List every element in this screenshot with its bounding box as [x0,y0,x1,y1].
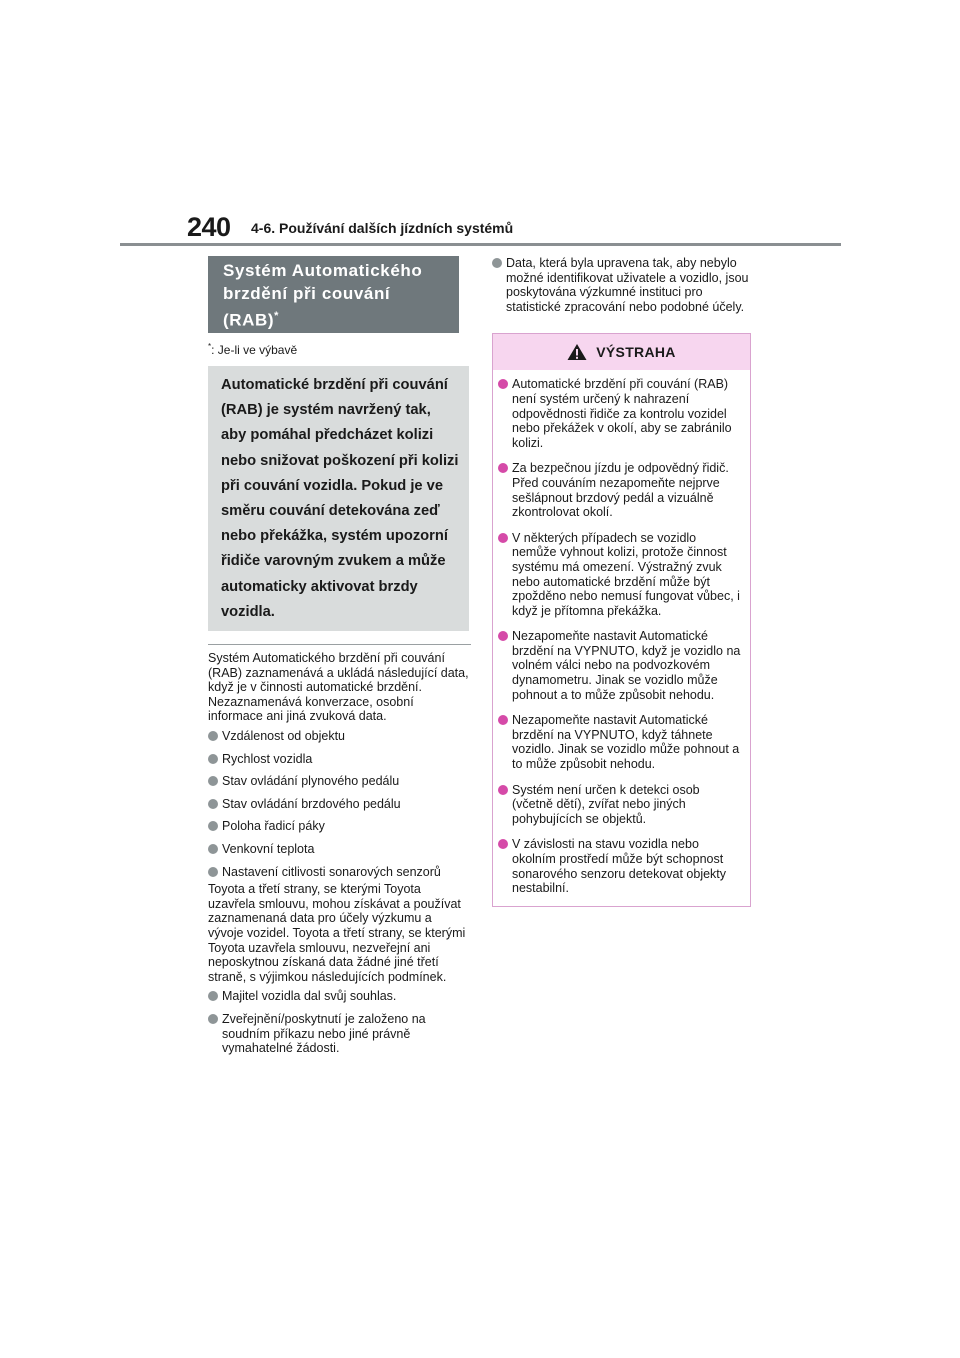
recorded-data-list [208,729,470,879]
bullet-dot-icon [498,379,508,389]
warning-header [493,334,750,370]
warning-list [493,377,750,895]
right-column [492,256,751,907]
footnote-mark: * [208,342,212,351]
bullet-dot-icon [208,991,218,1001]
data-usage-paragraph: Toyota a třetí strany, se kterými Toyota uzavřela smlouvu, mohou získávat a používat zaznamenaná data pro účely výzkumu a vývoje vozidel. Toyota a třetí strany, se kterými Toyota uzavřela smlouvu, nezveřejní ani neposkytnou získaná data žádné jiné třetí straně, s výjimkou následujících podmínek. [208,882,466,984]
list-item-text: Stav ovládání brzdového pedálu [222,796,401,811]
warning-item [498,713,742,771]
bullet-dot-icon [208,867,218,877]
list-item [208,842,470,857]
footnote-text: : Je-li ve výbavě [211,343,298,357]
list-item-text: Data, která byla upravena tak, aby nebylo možné identifikovat uživatele a vozidlo, jsou poskytována výzkumné instituci pro statistické zpracování nebo podobné účely. [506,256,749,314]
list-item [492,256,751,314]
bullet-dot-icon [208,821,218,831]
bullet-dot-icon [208,1014,218,1024]
bullet-dot-icon [498,631,508,641]
bullet-dot-icon [498,839,508,849]
list-item-text: Rychlost vozidla [222,751,313,766]
warning-item-text: Automatické brzdění při couvání (RAB) není systém určený k nahrazení odpovědnosti řidiče za kontrolu vozidel nebo překážek v okolí, aby se zabránilo kolizi. [512,377,732,450]
list-item [208,797,470,812]
intro-box: Automatické brzdění při couvání (RAB) je systém navržený tak, aby pomáhal předcházet kolizi nebo snižovat poškození při kolizi při couvání vozidla. Pokud je ve směru couvání detekována zeď nebo překážka, systém upozorní řidiče varovným zvukem a může automaticky aktivovat brzdy vozidla. [208,366,469,631]
list-item [208,729,470,744]
warning-item-text: V závislosti na stavu vozidla nebo okolním prostředí může být schopnost sonarového senzoru detekovat objekty nestabilní. [512,837,727,896]
warning-item-text: Za bezpečnou jízdu je odpovědný řidič. Před couváním nezapomeňte nejprve sešlápnout brzdový pedál a vizuálně zkontrolovat okolí. [512,461,729,520]
section-title-box [208,256,459,333]
list-item [208,989,470,1004]
title-box-text: Systém Automatického brzdění při couvání (RAB) [223,261,423,330]
list-item [208,819,470,834]
list-item-text: Stav ovládání plynového pedálu [222,774,400,789]
bullet-dot-icon [208,754,218,764]
list-item-text: Majitel vozidla dal svůj souhlas. [222,989,397,1004]
list-item [208,1012,470,1056]
page-number: 240 [187,212,231,242]
divider [208,644,471,645]
warning-item [498,783,742,827]
bullet-dot-icon [208,844,218,854]
bullet-dot-icon [208,776,218,786]
warning-item-text: Systém není určen k detekci osob (včetně dětí), zvířat nebo jiných pohybujících se objektů. [512,782,700,826]
header-rule [120,243,841,246]
warning-box [492,333,751,906]
bullet-dot-icon [498,533,508,543]
warning-item [498,531,742,619]
warning-item-text: Nezapomeňte nastavit Automatické brzdění na VYPNUTO, když je vozidlo na volném válci nebo na podvozkovém dynamometru. Jinak se vozidlo může pohnout a to může způsobit nehodu. [512,629,741,702]
warning-item-text: Nezapomeňte nastavit Automatické brzdění na VYPNUTO, když táhnete vozidlo. Jinak se vozidlo může pohnout a to může způsobit nehodu. [512,713,740,772]
warning-item [498,461,742,519]
bullet-dot-icon [498,785,508,795]
list-item-text: Poloha řadicí páky [222,819,325,834]
warning-item [498,377,742,450]
list-item [208,774,470,789]
list-item-text: Venkovní teplota [222,841,315,856]
footnote [208,342,470,357]
conditions-list [208,989,470,1055]
research-use-list [492,256,751,314]
bullet-dot-icon [208,731,218,741]
warning-triangle-icon [567,343,587,361]
warning-title: VÝSTRAHA [596,344,676,361]
bullet-dot-icon [492,258,502,268]
left-column [203,256,470,1056]
title-footnote-mark: * [274,310,280,322]
bullet-dot-icon [208,799,218,809]
warning-item [498,629,742,702]
bullet-dot-icon [498,463,508,473]
warning-item [498,837,742,895]
warning-item-text: V některých případech se vozidlo nemůže vyhnout kolizi, protože činnost systému má omezení. Výstražný zvuk nebo automatické brzdění může být zpožděno nebo nemusí fungovat vůbec, i když je přítomna překážka. [512,530,740,618]
recorded-data-paragraph: Systém Automatického brzdění při couvání (RAB) zaznamenává a ukládá následující data, když je v činnosti automatické brzdění. Nezaznamenává konverzace, osobní informace ani jiná zvuková data. [208,651,469,724]
list-item [208,865,470,880]
list-item-text: Nastavení citlivosti sonarových senzorů [222,864,441,879]
list-item-text: Zveřejnění/poskytnutí je založeno na soudním příkazu nebo jiné právně vymahatelné žádosti. [222,1011,426,1056]
section-title: 4-6. Používání dalších jízdních systémů [251,220,514,236]
bullet-dot-icon [498,715,508,725]
list-item-text: Vzdálenost od objektu [222,729,346,743]
list-item [208,752,470,767]
